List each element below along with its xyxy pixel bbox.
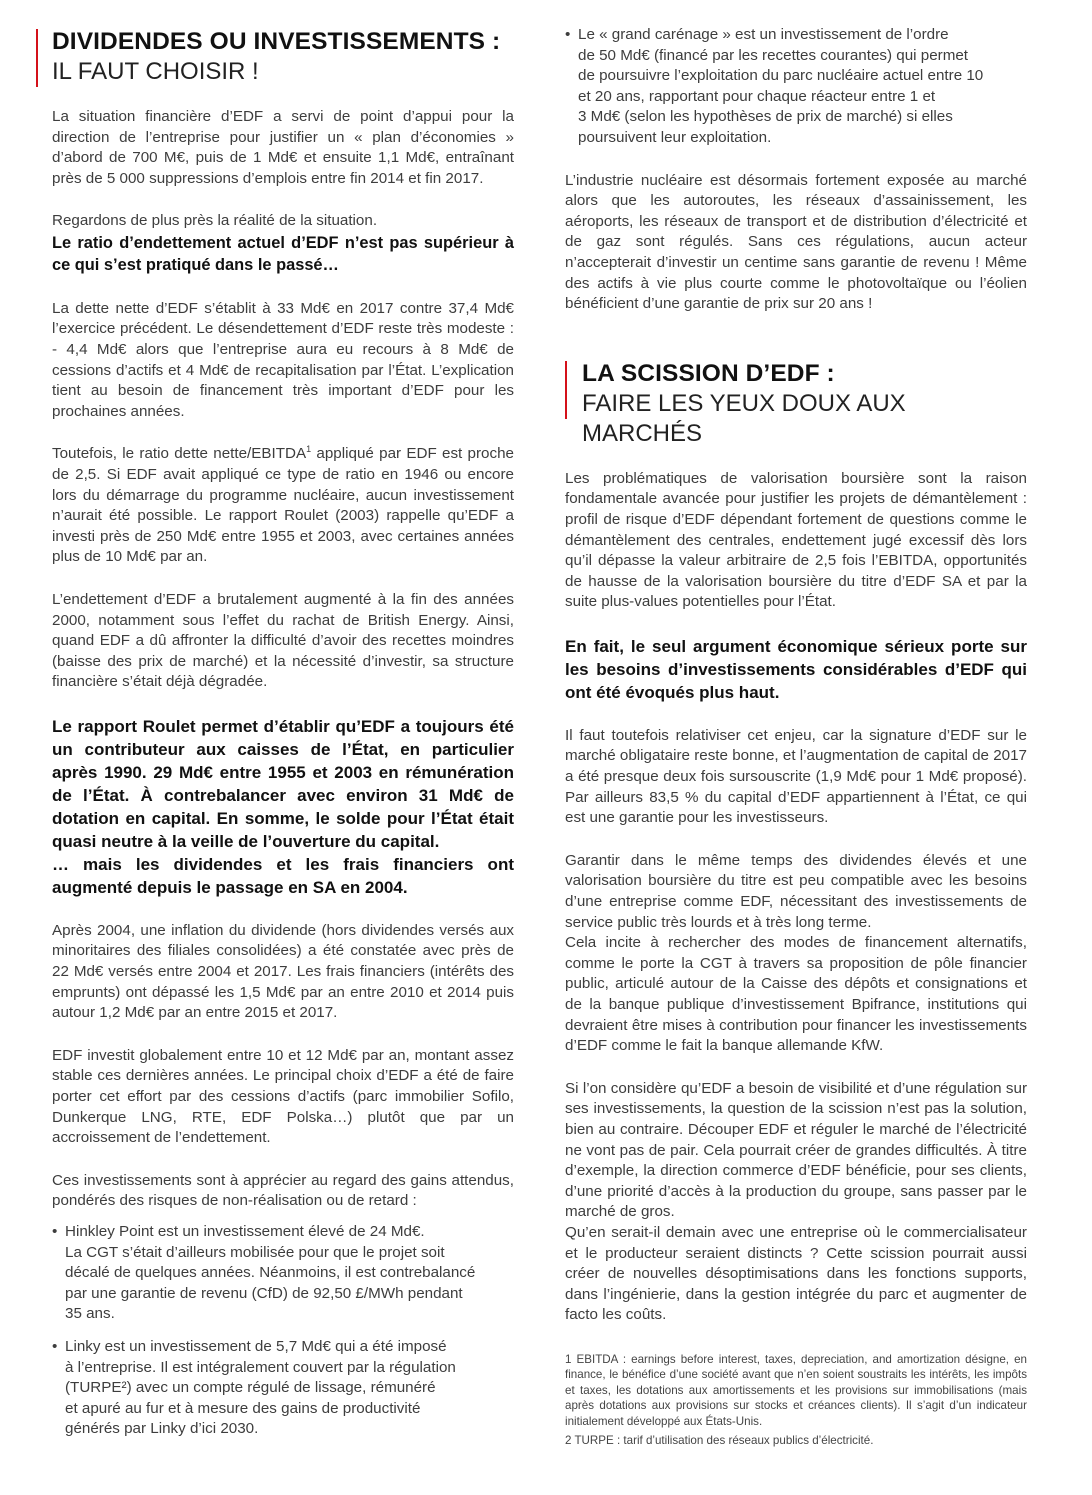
list-line: Linky est un investissement de 5,7 Md€ qui a été imposé [65,1337,447,1355]
heading-title: LA SCISSION D’EDF : [582,359,835,387]
paragraph: Cela incite à rechercher des modes de financement alternatifs, comme le porte la CGT à travers sa proposition de pôle financier public, articulé autour de la Caisse des dépôts et consignations et de la banque publique d’investissement Bpifrance, institutions qui devraient être mises à contribution pour financer les investissements d’EDF comme le fait la banque allemande KfW. [565,934,1027,1055]
paragraph: Les problématiques de valorisation boursière sont la raison fondamentale avancée pour justifier les projets de démantèlement : profil de risque d’EDF dépendant fortement de questions comme le démantèlement des centrales, endettement jugé excessif dès lors qu’il dépasse la valeur arbitraire de 2,5 fois l’EBITDA, opportunités de hausse de la valorisation boursière du titre d’EDF SA et par la suite plus-values potentielles pour l’État. [565,469,1027,611]
list-item-hinkley [52,1222,514,1325]
heading-subtitle: IL FAUT CHOISIR ! [52,58,259,85]
bullet-marker: • [52,1337,58,1355]
bullet-marker: • [565,26,571,43]
list-line: à l’entreprise. Il est intégralement couvert par la régulation [65,1358,456,1376]
paragraph: EDF investit globalement entre 10 et 12 Md€ par an, montant assez stable ces dernières années. Le principal choix d’EDF a été de faire porter cet effort par des cessions d’actifs (parc immobilier Sofilo, Dunkerque LNG, RTE, EDF Polska…) plutôt que par un accroissement de l’endettement. [52,1046,514,1147]
heading-subtitle: FAIRE LES YEUX DOUX AUX MARCHÉS [582,389,906,447]
list-item-grand-carenage [565,25,1027,149]
paragraph: Regardons de plus près la réalité de la situation. [52,212,378,230]
paragraph: Si l’on considère qu’EDF a besoin de visibilité et d’une régulation sur ses investissements, la question de la scission n’est pas la solution, bien au contraire. Découper EDF et réguler le marché de l’électricité ne vont pas de pair. Cela pourrait créer de grandes difficultés. À titre d’exemple, la direction commerce d’EDF bénéficie, pour ses clients, d’une priorité d’accès à la production du groupe, sans passer par le marché de gros. [565,1079,1027,1221]
list-line: de 50 Md€ (financé par les recettes courantes) qui permet [578,46,969,64]
left-column [52,0,514,1452]
paragraph: Après 2004, une inflation du dividende (hors dividendes versés aux minoritaires des filiales consolidées) a été constatée avec près de 22 Md€ versés entre 2004 et 2017. Les frais financiers (intérêts des emprunts) ont dépassé les 1,5 Md€ par an entre 2010 et 2014 puis autour 1,2 Md€ par an entre 2015 et 2017. [52,921,514,1022]
list-item-linky [52,1337,514,1440]
list-line: 3 Md€ (selon les hypothèses de prix de marché) si elles [578,108,953,126]
lead-statement: … mais les dividendes et les frais financiers ont augmenté depuis le passage en SA en 2004. [52,854,514,897]
accent-bar [565,361,567,419]
bullet-list [565,25,1027,149]
section-heading-scission [565,359,1027,449]
text-span: Toutefois, le ratio dette nette/EBITDA [52,445,307,463]
footnote-2: 2 TURPE : tarif d’utilisation des réseaux publics d’électricité. [565,1433,874,1447]
list-line: et 20 ans, rapportant pour chaque réacteur entre 1 et [578,87,936,105]
lead-statement: Le ratio d’endettement actuel d’EDF n’est pas supérieur à ce qui s’est pratiqué dans le passé… [52,233,514,275]
lead-statement: En fait, le seul argument économique sérieux porte sur les besoins d’investissements considérables d’EDF qui ont été évoqués plus haut. [565,636,1027,702]
paragraph: La dette nette d’EDF s’établit à 33 Md€ en 2017 contre 37,4 Md€ l’exercice précédent. Le désendettement d’EDF reste très modeste : - 4,4 Md€ alors que l’entreprise aura eu recours à 8 Md€ de cessions d’actifs et 4 Md€ de recapitalisation par l’État. L’explication tient au besoin de financement très important d’EDF pour les prochaines années. [52,299,514,420]
list-line: La CGT s’était d’ailleurs mobilisée pour que le projet soit [65,1243,445,1261]
list-line: 35 ans. [65,1305,115,1323]
bullet-marker: • [52,1223,58,1240]
paragraph: L’industrie nucléaire est désormais fortement exposée au marché alors que les autoroutes, les réseaux d’assainissement, les aéroports, les réseaux de transport et de distribution d’électricité et de gaz sont régulés. Sans ces régulations, aucun acteur n’accepterait d’investir un centime sans garantie de revenu ! Même des actifs à vie plus courte comme le photovoltaïque ou l’éolien bénéficient d’une garantie de prix sur 20 ans ! [565,171,1027,313]
list-line: Le « grand carénage » est un investissement de l’ordre [578,26,949,43]
list-line: et apuré au fur et à mesure des gains de productivité [65,1399,421,1417]
paragraph: Il faut toutefois relativiser cet enjeu, car la signature d’EDF sur le marché obligataire reste bonne, et l’augmentation de capital de 2017 a été presque deux fois sursouscrite (1,9 Md€ pour 1 Md€ proposé). Par ailleurs 83,5 % du capital d’EDF appartiennent à l’État, ce qui est une garantie pour les investisseurs. [565,726,1027,827]
accent-bar [36,29,38,87]
list-line: (TURPE²) avec un compte régulé de lissage, rémunéré [65,1379,436,1397]
paragraph: Ces investissements sont à apprécier au regard des gains attendus, pondérés des risques de non-réalisation ou de retard : [52,1171,514,1210]
list-line: décalé de quelques années. Néanmoins, il est contrebalancé [65,1264,476,1282]
paragraph: Qu’en serait-il demain avec une entreprise où le commercialisateur et le producteur seraient distincts ? Cette scission pourrait aussi créer de nouvelles désoptimisations dans les fonctions supports, dans l’ingénierie, dans la gestion intégrée du parc et augmenter de facto les coûts. [565,1223,1027,1324]
footnote-1: 1 EBITDA : earnings before interest, taxes, depreciation, and amortization désigne, en finance, le bénéfice d’une société avant que n’en soient soustraits les intérêts, les impôts et taxes, les dotations aux amortissements et les provisions sur immobilisations (mais après dotations aux provisions sur stocks et créances clients). Il s’agit d’un indicateur initialement développé aux États-Unis. [565,1352,1027,1428]
footnote-ref: 1 [306,444,312,455]
text-span: appliqué par EDF est proche de 2,5. Si EDF avait appliqué ce type de ratio en 1946 ou encore lors du démarrage du programme nucléaire, aucun investissement n’aurait été possible. Le rapport Roulet (2003) rappelle qu’EDF a investi près de 250 Md€ entre 1955 et 2003, avec certaines années plus de 10 Md€ par an. [52,445,514,566]
section-heading-dividendes [36,27,514,87]
list-line: par une garantie de revenu (CfD) de 92,50 £/MWh pendant [65,1284,463,1302]
lead-statement: Le rapport Roulet permet d’établir qu’EDF a toujours été un contributeur aux caisses de l’État, en particulier après 1990. 29 Md€ entre 1955 et 2003 en rémunération de l’État. À contrebalancer avec environ 31 Md€ de dotation en capital. En somme, le solde pour l’État était quasi neutre à la veille de l’ouverture du capital. [52,716,514,851]
bullet-list [52,1222,514,1440]
list-line: poursuivent leur exploitation. [578,128,772,146]
list-line: Hinkley Point est un investissement élevé de 24 Md€. [65,1223,425,1240]
paragraph-ebitda [52,444,514,568]
paragraph: Garantir dans le même temps des dividendes élevés et une valorisation boursière du titre est peu compatible avec les besoins d’une entreprise comme EDF, nécessitant des investissements de service public très lourds et à très long terme. [565,851,1027,931]
heading-title: DIVIDENDES OU INVESTISSEMENTS : [52,28,501,55]
list-line: de poursuivre l’exploitation du parc nucléaire actuel entre 10 [578,67,984,85]
right-column [565,0,1027,1452]
list-line: générés par Linky d’ici 2030. [65,1420,259,1438]
paragraph: L’endettement d’EDF a brutalement augmenté à la fin des années 2000, notamment sous l’effet du rachat de British Energy. Ainsi, quand EDF a dû affronter la difficulté d’avoir des recettes moindres (baisse des prix de marché) et la nécessité d’investir, sa structure financière s’était déjà dégradée. [52,590,514,691]
paragraph: La situation financière d’EDF a servi de point d’appui pour la direction de l’entreprise pour justifier un « plan d’économies » d’abord de 700 M€, puis de 1 Md€ et ensuite 1,1 Md€, entraînant près de 5 000 suppressions d’emplois entre fin 2014 et fin 2017. [52,108,514,187]
